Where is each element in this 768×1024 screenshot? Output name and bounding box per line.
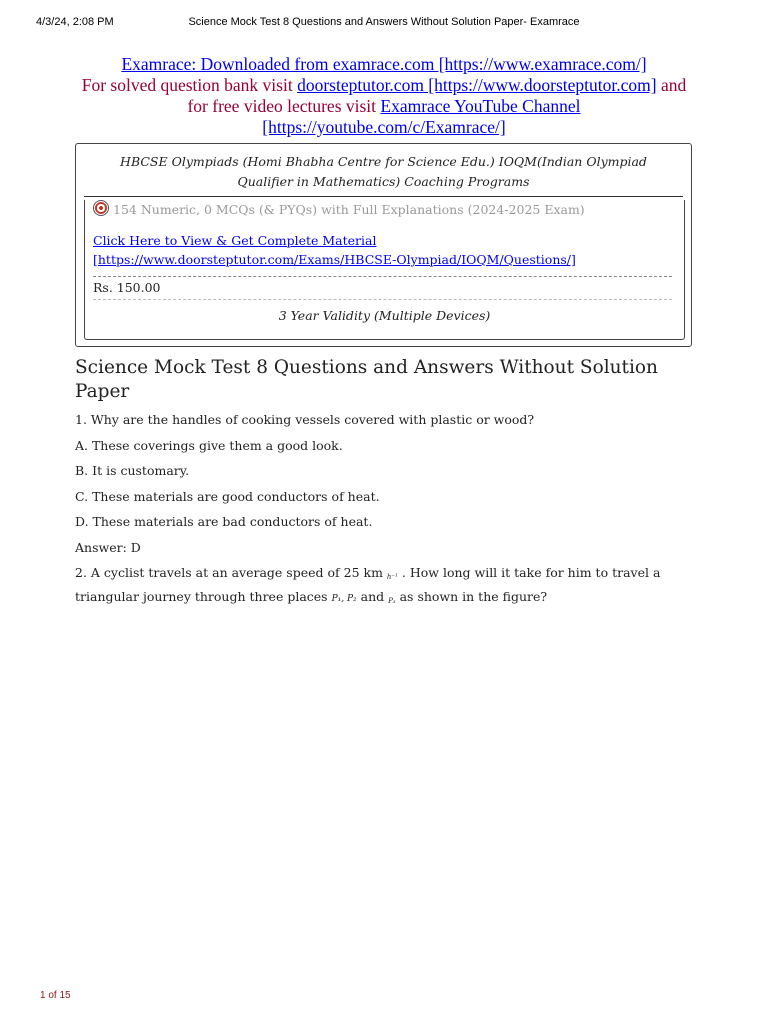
stats-text: 154 Numeric, 0 MCQs (& PYQs) with Full Explanations (2024-2025 Exam) — [113, 202, 585, 217]
q2-place3: P₃ — [388, 597, 396, 605]
complete-material-link[interactable]: Click Here to View & Get Complete Material [https://www.doorsteptutor.com/Exams/HBCSE-Olympiad/IOQM/Questions/] — [93, 233, 576, 267]
doorsteptutor-link[interactable]: doorsteptutor.com [https://www.doorsteptutor.com] — [297, 75, 657, 95]
card-divider — [84, 196, 683, 197]
price-text: Rs. 150.00 — [93, 280, 161, 295]
examrace-link[interactable]: Examrace: Downloaded from examrace.com [https://www.examrace.com/] — [121, 54, 647, 74]
print-title: Science Mock Test 8 Questions and Answers Without Solution Paper- Examrace — [188, 16, 580, 28]
q2-text-2: . How long will it take for him to travel a triangular journey through three places — [75, 565, 661, 604]
q2-places: P₁, P₂ — [331, 594, 357, 604]
main-content — [75, 356, 695, 611]
examrace-banner — [60, 54, 708, 138]
question-2 — [75, 563, 695, 611]
program-title: HBCSE Olympiads (Homi Bhabha Centre for Science Edu.) IOQM(Indian Olympiad Qualifier in Mathematics) Coaching Programs — [120, 154, 647, 189]
dotted-divider — [93, 276, 672, 277]
q1-option-a: A. These coverings give them a good look. — [75, 437, 343, 453]
page-heading: Science Mock Test 8 Questions and Answers Without Solution Paper — [75, 357, 658, 402]
q2-text-1: 2. A cyclist travels at an average speed of 25 km — [75, 565, 387, 580]
youtube-channel-link[interactable]: Examrace YouTube Channel — [380, 96, 581, 116]
material-box — [84, 200, 685, 340]
material-link-wrap — [93, 231, 674, 269]
banner-text-and: and — [656, 75, 687, 95]
q1-option-c: C. These materials are good conductors of heat. — [75, 488, 380, 504]
page-number: 1 of 15 — [40, 990, 71, 1001]
target-icon — [93, 200, 109, 216]
banner-text-video: for free video lectures visit — [187, 96, 381, 116]
program-card — [75, 143, 692, 347]
q1-answer: Answer: D — [75, 539, 141, 555]
q2-text-3: and — [356, 589, 389, 604]
print-datetime: 4/3/24, 2:08 PM — [36, 16, 114, 28]
banner-text-solved: For solved question bank visit — [81, 75, 298, 95]
stats-line — [93, 200, 585, 220]
q2-unit: h⁻¹ — [386, 573, 398, 581]
q1-option-b: B. It is customary. — [75, 463, 190, 478]
q2-text-4: as shown in the figure? — [395, 589, 548, 604]
question-1: 1. Why are the handles of cooking vessels covered with plastic or wood? — [75, 412, 535, 427]
q1-option-d: D. These materials are bad conductors of heat. — [75, 514, 373, 529]
dotted-divider-2 — [93, 299, 672, 300]
youtube-url-link[interactable]: [https://youtube.com/c/Examrace/] — [262, 117, 506, 137]
validity-text: 3 Year Validity (Multiple Devices) — [278, 308, 491, 323]
